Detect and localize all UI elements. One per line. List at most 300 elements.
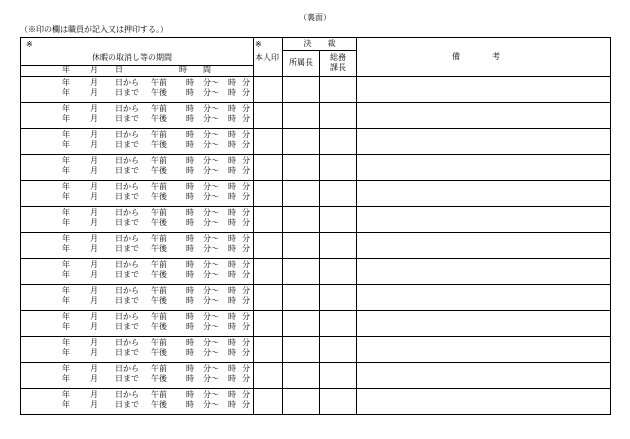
pm-label: 午後: [151, 192, 167, 201]
pm-label: 午後: [151, 88, 167, 97]
seal-cell[interactable]: [254, 259, 283, 285]
hour-unit-to-2: 時: [228, 166, 236, 175]
min-from: 分～: [203, 390, 219, 399]
month-unit-to: 月: [90, 296, 98, 305]
seal-cell[interactable]: [254, 363, 283, 389]
remarks-cell[interactable]: [357, 337, 611, 363]
month-unit-from: 月: [90, 286, 98, 295]
min-from: 分～: [203, 156, 219, 165]
am-label: 午前: [151, 182, 167, 191]
min-from: 分～: [203, 130, 219, 139]
hour-unit-to-2: 時: [228, 400, 236, 409]
hour-unit-to-2: 時: [228, 218, 236, 227]
office-chief-label: 所属長: [289, 58, 313, 67]
day-to: 日まで: [115, 166, 139, 175]
min-from: 分～: [203, 260, 219, 269]
hour-unit-to-2: 時: [228, 348, 236, 357]
am-label: 午前: [151, 234, 167, 243]
sub-month: 月: [90, 65, 98, 74]
remarks-cell[interactable]: [357, 207, 611, 233]
hour-unit-to: 時: [228, 104, 236, 113]
hour-unit-to: 時: [228, 260, 236, 269]
day-from: 日から: [115, 286, 139, 295]
pm-label: 午後: [151, 400, 167, 409]
min-from-2: 分～: [203, 296, 219, 305]
day-to: 日まで: [115, 192, 139, 201]
remarks-cell[interactable]: [357, 155, 611, 181]
hour-unit-from-2: 時: [186, 140, 194, 149]
seal-cell[interactable]: [254, 181, 283, 207]
min-unit-to-2: 分: [242, 270, 250, 279]
day-to: 日まで: [115, 140, 139, 149]
min-unit-to: 分: [242, 338, 250, 347]
month-unit-to: 月: [90, 114, 98, 123]
general-chief-approval-cell[interactable]: [320, 129, 357, 155]
table-row: [21, 77, 611, 103]
min-unit-to: 分: [242, 208, 250, 217]
min-unit-to: 分: [242, 286, 250, 295]
day-from: 日から: [115, 182, 139, 191]
am-label: 午前: [151, 130, 167, 139]
remarks-cell[interactable]: [357, 181, 611, 207]
min-from: 分～: [203, 182, 219, 191]
min-unit-to-2: 分: [242, 322, 250, 331]
day-from: 日から: [115, 260, 139, 269]
period-mark: ※: [26, 40, 33, 49]
min-unit-to: 分: [242, 130, 250, 139]
min-from: 分～: [203, 338, 219, 347]
min-from-2: 分～: [203, 88, 219, 97]
year-unit-from: 年: [62, 156, 70, 165]
min-unit-to-2: 分: [242, 244, 250, 253]
min-unit-to: 分: [242, 104, 250, 113]
general-chief-approval-cell[interactable]: [320, 77, 357, 103]
month-unit-from: 月: [90, 156, 98, 165]
entry-rows: [21, 77, 611, 415]
remarks-cell[interactable]: [357, 363, 611, 389]
hour-unit-from-2: 時: [186, 166, 194, 175]
min-from-2: 分～: [203, 192, 219, 201]
general-chief-approval-cell[interactable]: [320, 207, 357, 233]
hour-unit-to-2: 時: [228, 114, 236, 123]
day-to: 日まで: [115, 244, 139, 253]
am-label: 午前: [151, 208, 167, 217]
hour-unit-to: 時: [228, 338, 236, 347]
hour-unit-from-2: 時: [186, 114, 194, 123]
day-from: 日から: [115, 234, 139, 243]
pm-label: 午後: [151, 270, 167, 279]
min-from-2: 分～: [203, 270, 219, 279]
sub-year: 年: [62, 65, 70, 74]
office-chief-approval-cell[interactable]: [283, 363, 320, 389]
hour-unit-from-2: 時: [186, 348, 194, 357]
min-unit-to-2: 分: [242, 88, 250, 97]
day-from: 日から: [115, 312, 139, 321]
hour-unit-to: 時: [228, 312, 236, 321]
min-from: 分～: [203, 78, 219, 87]
hour-unit-to-2: 時: [228, 270, 236, 279]
pm-label: 午後: [151, 166, 167, 175]
month-unit-from: 月: [90, 182, 98, 191]
min-from: 分～: [203, 234, 219, 243]
remarks-cell[interactable]: [357, 311, 611, 337]
year-unit-to: 年: [62, 166, 70, 175]
min-from: 分～: [203, 208, 219, 217]
seal-cell[interactable]: [254, 77, 283, 103]
period-header-cell: [21, 38, 254, 66]
year-unit-from: 年: [62, 78, 70, 87]
form-note: （※印の欄は職員が記入又は押印する。）: [20, 25, 168, 34]
office-chief-approval-cell[interactable]: [283, 233, 320, 259]
leave-cancellation-table: [20, 37, 611, 415]
min-from: 分～: [203, 286, 219, 295]
month-unit-from: 月: [90, 364, 98, 373]
month-unit-to: 月: [90, 88, 98, 97]
min-unit-to: 分: [242, 234, 250, 243]
month-unit-to: 月: [90, 348, 98, 357]
seal-header-cell: [254, 38, 283, 77]
page-title: （裏面）: [299, 13, 331, 22]
am-label: 午前: [151, 312, 167, 321]
hour-unit-from-2: 時: [186, 192, 194, 201]
day-from: 日から: [115, 156, 139, 165]
sub-day: 日: [115, 65, 123, 74]
table-row: [21, 155, 611, 181]
am-label: 午前: [151, 104, 167, 113]
general-chief-approval-cell[interactable]: [320, 311, 357, 337]
year-unit-to: 年: [62, 296, 70, 305]
am-label: 午前: [151, 260, 167, 269]
remarks-cell[interactable]: [357, 285, 611, 311]
month-unit-to: 月: [90, 400, 98, 409]
remarks-header: 備 考: [452, 52, 500, 61]
remarks-cell[interactable]: [357, 389, 611, 415]
month-unit-from: 月: [90, 312, 98, 321]
general-chief-approval-cell[interactable]: [320, 389, 357, 415]
day-from: 日から: [115, 104, 139, 113]
min-unit-to-2: 分: [242, 192, 250, 201]
hour-unit-from-2: 時: [186, 374, 194, 383]
min-unit-to: 分: [242, 312, 250, 321]
seal-cell[interactable]: [254, 103, 283, 129]
day-from: 日から: [115, 390, 139, 399]
pm-label: 午後: [151, 374, 167, 383]
office-chief-approval-cell[interactable]: [283, 155, 320, 181]
hour-unit-to-2: 時: [228, 244, 236, 253]
hour-unit-to: 時: [228, 390, 236, 399]
min-from-2: 分～: [203, 322, 219, 331]
year-unit-from: 年: [62, 390, 70, 399]
office-chief-approval-cell[interactable]: [283, 311, 320, 337]
year-unit-from: 年: [62, 286, 70, 295]
hour-unit-to-2: 時: [228, 322, 236, 331]
min-from-2: 分～: [203, 218, 219, 227]
decision-header-cell: [283, 38, 357, 51]
pm-label: 午後: [151, 322, 167, 331]
table-row: [21, 129, 611, 155]
period-cell[interactable]: [21, 233, 254, 259]
year-unit-to: 年: [62, 348, 70, 357]
table-row: [21, 259, 611, 285]
hour-unit-from: 時: [186, 234, 194, 243]
general-chief-approval-cell[interactable]: [320, 103, 357, 129]
day-from: 日から: [115, 130, 139, 139]
min-unit-to-2: 分: [242, 218, 250, 227]
hour-unit-from: 時: [186, 338, 194, 347]
general-chief-label-2: 課長: [330, 63, 346, 72]
office-chief-approval-cell[interactable]: [283, 207, 320, 233]
month-unit-to: 月: [90, 192, 98, 201]
period-cell[interactable]: [21, 129, 254, 155]
am-label: 午前: [151, 390, 167, 399]
hour-unit-from-2: 時: [186, 400, 194, 409]
remarks-cell[interactable]: [357, 129, 611, 155]
sub-time: 時 間: [179, 65, 211, 74]
table-row: [21, 207, 611, 233]
year-unit-to: 年: [62, 88, 70, 97]
am-label: 午前: [151, 156, 167, 165]
min-from-2: 分～: [203, 374, 219, 383]
year-unit-from: 年: [62, 312, 70, 321]
hour-unit-from-2: 時: [186, 244, 194, 253]
day-to: 日まで: [115, 322, 139, 331]
table-row: [21, 389, 611, 415]
hour-unit-to-2: 時: [228, 140, 236, 149]
period-cell[interactable]: [21, 363, 254, 389]
year-unit-from: 年: [62, 260, 70, 269]
year-unit-to: 年: [62, 322, 70, 331]
day-from: 日から: [115, 78, 139, 87]
seal-cell[interactable]: [254, 285, 283, 311]
table-row: [21, 363, 611, 389]
pm-label: 午後: [151, 218, 167, 227]
period-cell[interactable]: [21, 259, 254, 285]
pm-label: 午後: [151, 348, 167, 357]
pm-label: 午後: [151, 244, 167, 253]
hour-unit-from: 時: [186, 260, 194, 269]
office-chief-approval-cell[interactable]: [283, 259, 320, 285]
year-unit-to: 年: [62, 374, 70, 383]
day-to: 日まで: [115, 348, 139, 357]
min-unit-to: 分: [242, 182, 250, 191]
hour-unit-to: 時: [228, 364, 236, 373]
min-unit-to-2: 分: [242, 348, 250, 357]
period-cell[interactable]: [21, 207, 254, 233]
table-row: [21, 311, 611, 337]
month-unit-from: 月: [90, 338, 98, 347]
month-unit-to: 月: [90, 322, 98, 331]
seal-cell[interactable]: [254, 389, 283, 415]
min-from-2: 分～: [203, 244, 219, 253]
hour-unit-to: 時: [228, 208, 236, 217]
month-unit-from: 月: [90, 104, 98, 113]
remarks-header-cell: [357, 38, 611, 77]
hour-unit-from: 時: [186, 104, 194, 113]
month-unit-from: 月: [90, 390, 98, 399]
table-row: [21, 103, 611, 129]
min-unit-to: 分: [242, 390, 250, 399]
min-unit-to: 分: [242, 156, 250, 165]
hour-unit-to-2: 時: [228, 88, 236, 97]
year-unit-from: 年: [62, 338, 70, 347]
min-from-2: 分～: [203, 400, 219, 409]
hour-unit-to: 時: [228, 286, 236, 295]
year-unit-to: 年: [62, 244, 70, 253]
period-cell[interactable]: [21, 389, 254, 415]
min-unit-to-2: 分: [242, 374, 250, 383]
min-unit-to-2: 分: [242, 114, 250, 123]
hour-unit-from: 時: [186, 208, 194, 217]
hour-unit-to: 時: [228, 182, 236, 191]
period-subheader-cell: [21, 66, 254, 77]
hour-unit-from: 時: [186, 364, 194, 373]
year-unit-from: 年: [62, 130, 70, 139]
general-chief-approval-cell[interactable]: [320, 181, 357, 207]
min-from: 分～: [203, 104, 219, 113]
day-from: 日から: [115, 208, 139, 217]
general-chief-approval-cell[interactable]: [320, 155, 357, 181]
am-label: 午前: [151, 286, 167, 295]
hour-unit-to-2: 時: [228, 374, 236, 383]
seal-cell[interactable]: [254, 337, 283, 363]
min-from: 分～: [203, 364, 219, 373]
am-label: 午前: [151, 78, 167, 87]
hour-unit-to-2: 時: [228, 192, 236, 201]
min-from-2: 分～: [203, 140, 219, 149]
pm-label: 午後: [151, 114, 167, 123]
hour-unit-from-2: 時: [186, 296, 194, 305]
month-unit-to: 月: [90, 140, 98, 149]
period-cell[interactable]: [21, 181, 254, 207]
remarks-cell[interactable]: [357, 259, 611, 285]
period-cell[interactable]: [21, 103, 254, 129]
hour-unit-from: 時: [186, 390, 194, 399]
office-chief-approval-cell[interactable]: [283, 181, 320, 207]
hour-unit-from-2: 時: [186, 218, 194, 227]
hour-unit-to: 時: [228, 234, 236, 243]
min-unit-to: 分: [242, 78, 250, 87]
hour-unit-from: 時: [186, 130, 194, 139]
seal-cell[interactable]: [254, 155, 283, 181]
day-to: 日まで: [115, 270, 139, 279]
period-cell[interactable]: [21, 285, 254, 311]
day-to: 日まで: [115, 374, 139, 383]
year-unit-to: 年: [62, 218, 70, 227]
day-from: 日から: [115, 364, 139, 373]
table-row: [21, 285, 611, 311]
remarks-cell[interactable]: [357, 103, 611, 129]
month-unit-to: 月: [90, 374, 98, 383]
office-chief-approval-cell[interactable]: [283, 285, 320, 311]
decision-header: 決 裁: [303, 39, 336, 48]
hour-unit-to-2: 時: [228, 296, 236, 305]
day-to: 日まで: [115, 114, 139, 123]
month-unit-to: 月: [90, 218, 98, 227]
month-unit-from: 月: [90, 260, 98, 269]
general-chief-approval-cell[interactable]: [320, 259, 357, 285]
year-unit-from: 年: [62, 208, 70, 217]
hour-unit-to: 時: [228, 130, 236, 139]
year-unit-from: 年: [62, 364, 70, 373]
pm-label: 午後: [151, 140, 167, 149]
period-header: 休暇の取消し等の期間: [92, 53, 172, 62]
hour-unit-from: 時: [186, 78, 194, 87]
year-unit-from: 年: [62, 234, 70, 243]
month-unit-from: 月: [90, 208, 98, 217]
year-unit-from: 年: [62, 182, 70, 191]
month-unit-from: 月: [90, 78, 98, 87]
hour-unit-from-2: 時: [186, 270, 194, 279]
min-unit-to-2: 分: [242, 400, 250, 409]
min-from-2: 分～: [203, 114, 219, 123]
office-chief-approval-cell[interactable]: [283, 337, 320, 363]
table-row: [21, 233, 611, 259]
general-chief-approval-cell[interactable]: [320, 363, 357, 389]
month-unit-from: 月: [90, 234, 98, 243]
general-chief-approval-cell[interactable]: [320, 337, 357, 363]
min-unit-to-2: 分: [242, 166, 250, 175]
office-chief-approval-cell[interactable]: [283, 77, 320, 103]
table-row: [21, 337, 611, 363]
hour-unit-to: 時: [228, 78, 236, 87]
seal-cell[interactable]: [254, 233, 283, 259]
seal-cell[interactable]: [254, 129, 283, 155]
table-row: [21, 181, 611, 207]
period-cell[interactable]: [21, 77, 254, 103]
month-unit-to: 月: [90, 270, 98, 279]
office-chief-approval-cell[interactable]: [283, 103, 320, 129]
period-cell[interactable]: [21, 311, 254, 337]
period-cell[interactable]: [21, 155, 254, 181]
min-from-2: 分～: [203, 166, 219, 175]
period-cell[interactable]: [21, 337, 254, 363]
min-unit-to-2: 分: [242, 140, 250, 149]
office-chief-cell: [283, 51, 320, 77]
remarks-cell[interactable]: [357, 233, 611, 259]
seal-header: 本人印: [255, 53, 279, 62]
office-chief-approval-cell[interactable]: [283, 129, 320, 155]
general-chief-label-1: 総務: [330, 53, 346, 62]
am-label: 午前: [151, 338, 167, 347]
seal-cell[interactable]: [254, 207, 283, 233]
min-unit-to-2: 分: [242, 296, 250, 305]
day-from: 日から: [115, 338, 139, 347]
hour-unit-from: 時: [186, 312, 194, 321]
general-chief-approval-cell[interactable]: [320, 285, 357, 311]
min-unit-to: 分: [242, 260, 250, 269]
seal-cell[interactable]: [254, 311, 283, 337]
office-chief-approval-cell[interactable]: [283, 389, 320, 415]
year-unit-from: 年: [62, 104, 70, 113]
min-from-2: 分～: [203, 348, 219, 357]
year-unit-to: 年: [62, 400, 70, 409]
am-label: 午前: [151, 364, 167, 373]
pm-label: 午後: [151, 296, 167, 305]
day-to: 日まで: [115, 296, 139, 305]
month-unit-to: 月: [90, 244, 98, 253]
hour-unit-from: 時: [186, 182, 194, 191]
hour-unit-from-2: 時: [186, 322, 194, 331]
remarks-cell[interactable]: [357, 77, 611, 103]
year-unit-to: 年: [62, 270, 70, 279]
day-to: 日まで: [115, 88, 139, 97]
year-unit-to: 年: [62, 114, 70, 123]
min-unit-to: 分: [242, 364, 250, 373]
day-to: 日まで: [115, 400, 139, 409]
min-from: 分～: [203, 312, 219, 321]
hour-unit-from: 時: [186, 286, 194, 295]
general-chief-approval-cell[interactable]: [320, 233, 357, 259]
